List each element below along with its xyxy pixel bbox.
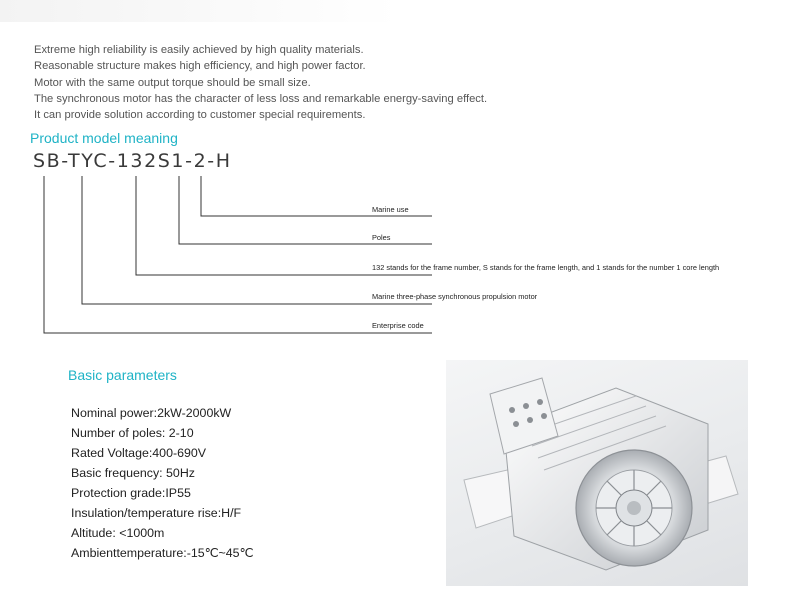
intro-line: Extreme high reliability is easily achieved by high quality materials. [34,44,364,56]
param-altitude: Altitude: <1000m [71,526,165,540]
label-enterprise-code: Enterprise code [372,321,424,330]
parameters-list [71,403,253,563]
intro-line: It can provide solution according to customer special requirements. [34,109,366,122]
model-meaning-heading: Product model meaning [30,130,178,146]
label-poles: Poles [372,233,391,242]
intro-line: Motor with the same output torque should be small size. [34,76,311,89]
param-protection-grade: Protection grade:IP55 [71,486,191,500]
motor-photo [446,360,748,586]
intro-line: Reasonable structure makes high efficiency, and high power factor. [34,60,366,73]
param-ambient-temperature: Ambienttemperature:-15℃~45℃ [71,546,254,560]
param-nominal-power: Nominal power:2kW-2000kW [71,406,232,420]
basic-parameters-heading: Basic parameters [68,367,177,383]
param-number-of-poles: Number of poles: 2-10 [71,426,194,440]
label-marine-use: Marine use [372,205,409,214]
connector-enterprise-code [44,176,432,333]
model-code: SB-TYC-132S1-2-H [33,150,232,172]
connector-frame [136,176,432,275]
param-insulation: Insulation/temperature rise:H/F [71,506,242,520]
label-frame-number: 132 stands for the frame number, S stands for the frame length, and 1 stands for the number 1 core length [372,263,720,272]
param-rated-voltage: Rated Voltage:400-690V [71,446,207,460]
param-basic-frequency: Basic frequency: 50Hz [71,466,195,480]
intro-line: The synchronous motor has the character of less loss and remarkable energy-saving effect. [34,92,488,105]
label-propulsion-motor: Marine three-phase synchronous propulsion motor [372,292,538,301]
motor-illustration [446,360,748,586]
